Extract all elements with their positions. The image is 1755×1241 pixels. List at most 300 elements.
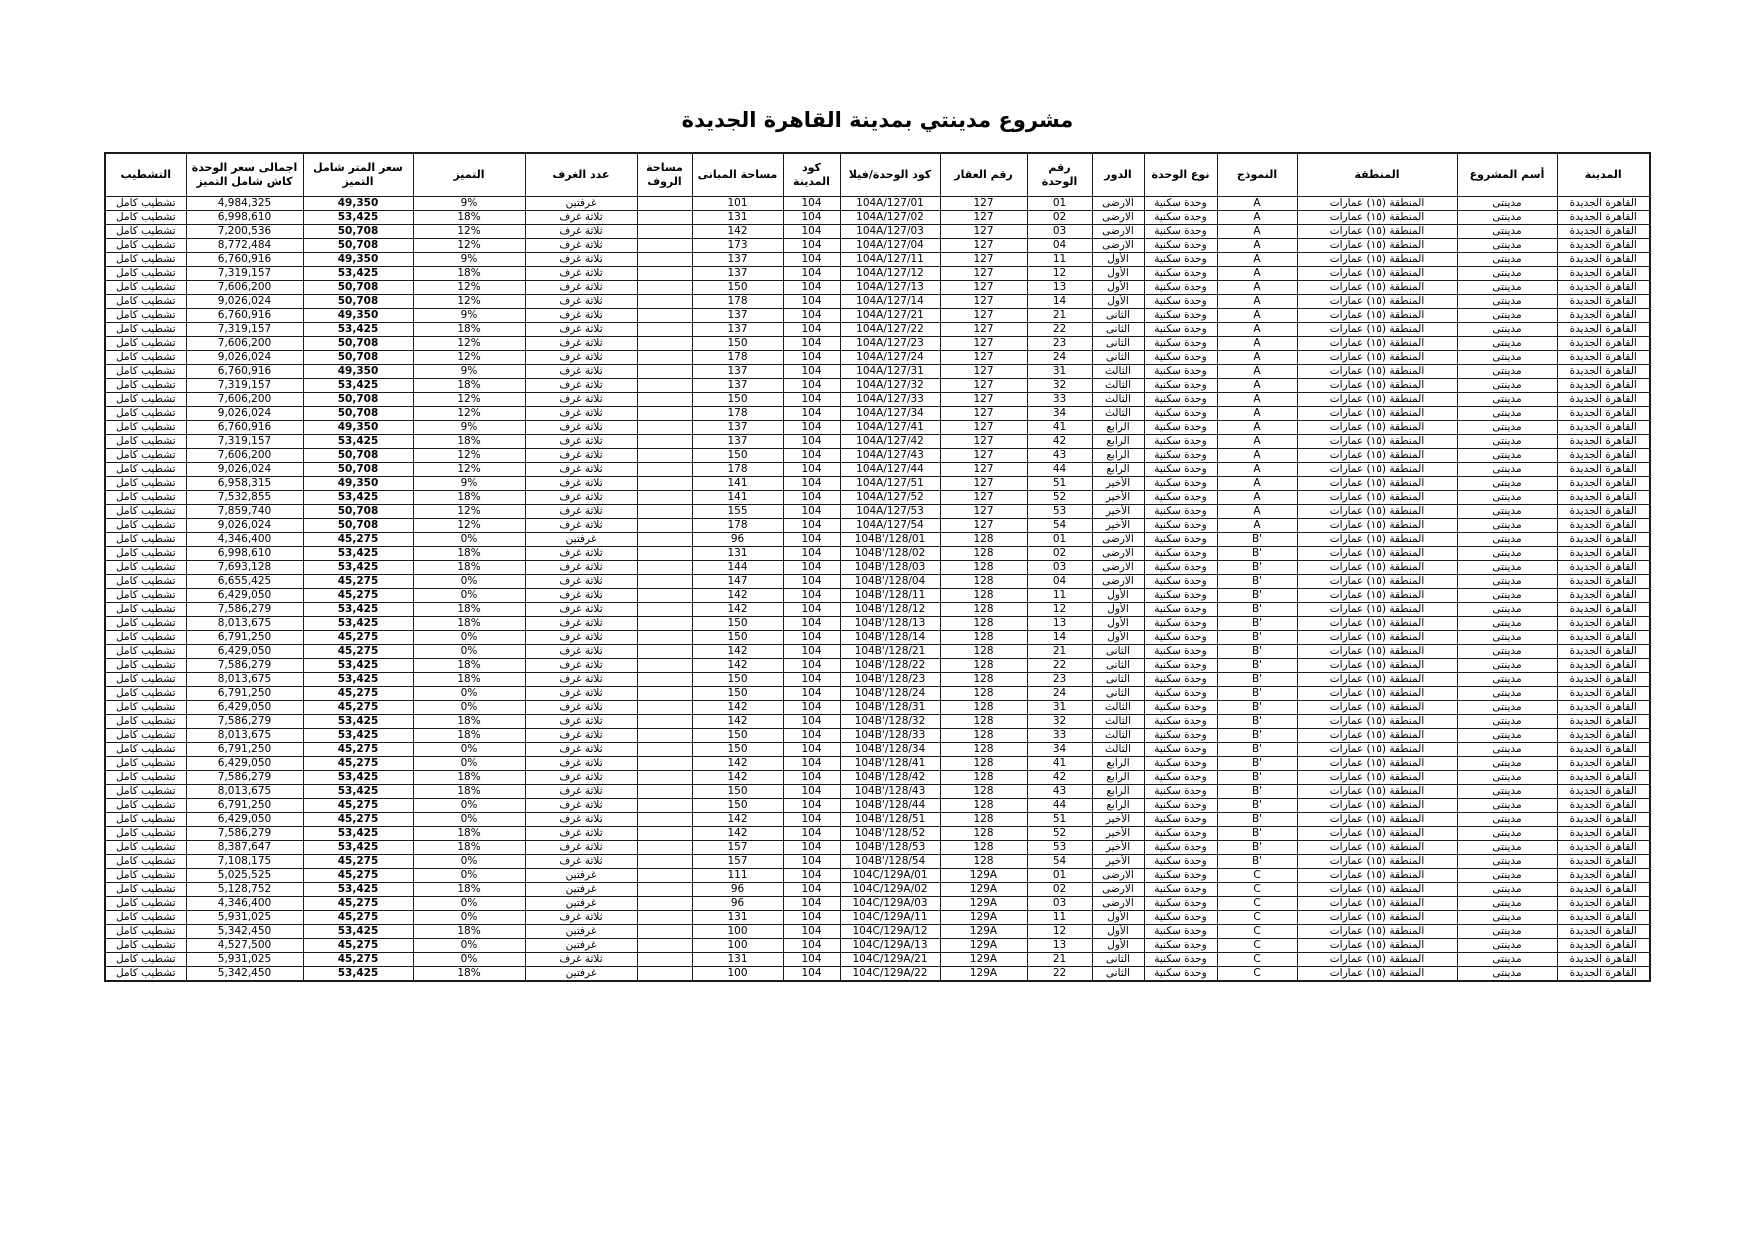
cell-area: 147 <box>692 575 783 589</box>
cell-finishing: تشطيب كامل <box>105 897 186 911</box>
cell-project: مدينتى <box>1457 197 1557 211</box>
cell-city-code: 104 <box>783 463 840 477</box>
cell-project: مدينتى <box>1457 519 1557 533</box>
cell-area: 96 <box>692 533 783 547</box>
cell-roof-area <box>637 449 692 463</box>
cell-premium: 9% <box>413 197 525 211</box>
cell-unit-no: 33 <box>1027 729 1092 743</box>
table-row <box>105 799 1650 813</box>
cell-rooms: ثلاثة غرف <box>525 365 637 379</box>
cell-unit-no: 22 <box>1027 967 1092 982</box>
cell-floor: الأول <box>1092 253 1144 267</box>
cell-project: مدينتى <box>1457 561 1557 575</box>
cell-total: 9,026,024 <box>186 407 303 421</box>
cell-project: مدينتى <box>1457 211 1557 225</box>
cell-unit-code: 104C/129A/01 <box>840 869 940 883</box>
cell-city: القاهرة الجديدة <box>1557 225 1650 239</box>
cell-city-code: 104 <box>783 645 840 659</box>
cell-floor: الثانى <box>1092 673 1144 687</box>
cell-city-code: 104 <box>783 533 840 547</box>
units-table <box>104 152 1651 982</box>
cell-model: A <box>1217 239 1297 253</box>
cell-premium: 12% <box>413 449 525 463</box>
cell-building-no: 128 <box>940 841 1027 855</box>
cell-finishing: تشطيب كامل <box>105 505 186 519</box>
cell-rooms: ثلاثة غرف <box>525 841 637 855</box>
cell-total: 8,013,675 <box>186 729 303 743</box>
col-header-unit-code: كود الوحدة/فيلا <box>840 153 940 197</box>
cell-building-no: 129A <box>940 953 1027 967</box>
cell-building-no: 127 <box>940 519 1027 533</box>
cell-premium: 0% <box>413 533 525 547</box>
cell-finishing: تشطيب كامل <box>105 575 186 589</box>
cell-rooms: ثلاثة غرف <box>525 309 637 323</box>
cell-city: القاهرة الجديدة <box>1557 645 1650 659</box>
table-row <box>105 925 1650 939</box>
cell-finishing: تشطيب كامل <box>105 309 186 323</box>
cell-price-m: 45,275 <box>303 533 413 547</box>
cell-unit-no: 11 <box>1027 253 1092 267</box>
cell-floor: الارضى <box>1092 547 1144 561</box>
cell-area: 96 <box>692 883 783 897</box>
table-row <box>105 435 1650 449</box>
cell-unit-code: 104A/127/04 <box>840 239 940 253</box>
cell-finishing: تشطيب كامل <box>105 337 186 351</box>
page-title: مشروع مدينتي بمدينة القاهرة الجديدة <box>681 108 1074 132</box>
cell-project: مدينتى <box>1457 407 1557 421</box>
cell-unit-no: 51 <box>1027 813 1092 827</box>
cell-rooms: ثلاثة غرف <box>525 519 637 533</box>
cell-price-m: 45,275 <box>303 575 413 589</box>
cell-rooms: ثلاثة غرف <box>525 393 637 407</box>
cell-region: المنطقة (١٥) عمارات <box>1297 799 1457 813</box>
cell-building-no: 128 <box>940 547 1027 561</box>
cell-area: 131 <box>692 953 783 967</box>
cell-city: القاهرة الجديدة <box>1557 379 1650 393</box>
cell-project: مدينتى <box>1457 799 1557 813</box>
cell-area: 100 <box>692 925 783 939</box>
cell-building-no: 127 <box>940 309 1027 323</box>
cell-price-m: 53,425 <box>303 841 413 855</box>
cell-premium: 12% <box>413 407 525 421</box>
cell-project: مدينتى <box>1457 505 1557 519</box>
cell-project: مدينتى <box>1457 547 1557 561</box>
cell-region: المنطقة (١٥) عمارات <box>1297 841 1457 855</box>
cell-region: المنطقة (١٥) عمارات <box>1297 435 1457 449</box>
col-header-project: أسم المشروع <box>1457 153 1557 197</box>
cell-unit-type: وحدة سكنية <box>1144 673 1217 687</box>
cell-total: 6,791,250 <box>186 687 303 701</box>
cell-rooms: ثلاثة غرف <box>525 379 637 393</box>
cell-building-no: 127 <box>940 421 1027 435</box>
cell-building-no: 128 <box>940 673 1027 687</box>
cell-building-no: 128 <box>940 533 1027 547</box>
cell-city: القاهرة الجديدة <box>1557 911 1650 925</box>
cell-unit-type: وحدة سكنية <box>1144 925 1217 939</box>
cell-price-m: 45,275 <box>303 869 413 883</box>
cell-building-no: 129A <box>940 911 1027 925</box>
table-row <box>105 659 1650 673</box>
cell-model: B' <box>1217 645 1297 659</box>
cell-area: 150 <box>692 631 783 645</box>
cell-roof-area <box>637 869 692 883</box>
cell-roof-area <box>637 953 692 967</box>
cell-roof-area <box>637 827 692 841</box>
cell-unit-type: وحدة سكنية <box>1144 687 1217 701</box>
cell-unit-no: 32 <box>1027 379 1092 393</box>
cell-region: المنطقة (١٥) عمارات <box>1297 197 1457 211</box>
cell-roof-area <box>637 463 692 477</box>
cell-region: المنطقة (١٥) عمارات <box>1297 295 1457 309</box>
cell-premium: 9% <box>413 365 525 379</box>
cell-unit-type: وحدة سكنية <box>1144 407 1217 421</box>
cell-roof-area <box>637 575 692 589</box>
cell-city-code: 104 <box>783 603 840 617</box>
cell-floor: الأخير <box>1092 813 1144 827</box>
cell-unit-code: 104A/127/24 <box>840 351 940 365</box>
cell-premium: 0% <box>413 757 525 771</box>
cell-unit-no: 03 <box>1027 225 1092 239</box>
cell-unit-type: وحدة سكنية <box>1144 855 1217 869</box>
cell-finishing: تشطيب كامل <box>105 561 186 575</box>
cell-unit-type: وحدة سكنية <box>1144 743 1217 757</box>
cell-unit-code: 104C/129A/21 <box>840 953 940 967</box>
cell-city: القاهرة الجديدة <box>1557 491 1650 505</box>
cell-finishing: تشطيب كامل <box>105 603 186 617</box>
cell-model: B' <box>1217 603 1297 617</box>
cell-building-no: 127 <box>940 337 1027 351</box>
cell-area: 150 <box>692 449 783 463</box>
cell-finishing: تشطيب كامل <box>105 687 186 701</box>
cell-region: المنطقة (١٥) عمارات <box>1297 211 1457 225</box>
cell-floor: الثالث <box>1092 379 1144 393</box>
cell-total: 4,346,400 <box>186 533 303 547</box>
cell-city: القاهرة الجديدة <box>1557 547 1650 561</box>
cell-project: مدينتى <box>1457 631 1557 645</box>
table-row <box>105 673 1650 687</box>
cell-finishing: تشطيب كامل <box>105 295 186 309</box>
cell-building-no: 128 <box>940 729 1027 743</box>
cell-roof-area <box>637 729 692 743</box>
cell-unit-code: 104B'/128/34 <box>840 743 940 757</box>
cell-building-no: 127 <box>940 491 1027 505</box>
cell-city-code: 104 <box>783 239 840 253</box>
cell-region: المنطقة (١٥) عمارات <box>1297 421 1457 435</box>
cell-area: 137 <box>692 365 783 379</box>
cell-price-m: 49,350 <box>303 365 413 379</box>
cell-premium: 0% <box>413 589 525 603</box>
cell-city-code: 104 <box>783 351 840 365</box>
cell-project: مدينتى <box>1457 743 1557 757</box>
cell-unit-code: 104A/127/51 <box>840 477 940 491</box>
cell-area: 178 <box>692 351 783 365</box>
cell-area: 111 <box>692 869 783 883</box>
cell-area: 150 <box>692 799 783 813</box>
cell-area: 150 <box>692 673 783 687</box>
cell-unit-code: 104B'/128/44 <box>840 799 940 813</box>
cell-unit-type: وحدة سكنية <box>1144 463 1217 477</box>
cell-rooms: ثلاثة غرف <box>525 505 637 519</box>
cell-unit-no: 41 <box>1027 421 1092 435</box>
cell-project: مدينتى <box>1457 365 1557 379</box>
cell-model: B' <box>1217 715 1297 729</box>
cell-area: 157 <box>692 855 783 869</box>
cell-finishing: تشطيب كامل <box>105 281 186 295</box>
cell-rooms: ثلاثة غرف <box>525 645 637 659</box>
cell-unit-type: وحدة سكنية <box>1144 939 1217 953</box>
cell-roof-area <box>637 365 692 379</box>
cell-area: 100 <box>692 939 783 953</box>
cell-area: 142 <box>692 589 783 603</box>
cell-unit-type: وحدة سكنية <box>1144 589 1217 603</box>
cell-premium: 0% <box>413 799 525 813</box>
cell-model: A <box>1217 505 1297 519</box>
cell-model: A <box>1217 267 1297 281</box>
cell-region: المنطقة (١٥) عمارات <box>1297 449 1457 463</box>
cell-total: 7,586,279 <box>186 715 303 729</box>
cell-unit-no: 02 <box>1027 883 1092 897</box>
cell-project: مدينتى <box>1457 757 1557 771</box>
cell-unit-no: 02 <box>1027 547 1092 561</box>
cell-city-code: 104 <box>783 953 840 967</box>
cell-model: A <box>1217 323 1297 337</box>
cell-floor: الأخير <box>1092 855 1144 869</box>
cell-unit-no: 53 <box>1027 841 1092 855</box>
table-row <box>105 253 1650 267</box>
cell-roof-area <box>637 491 692 505</box>
cell-roof-area <box>637 197 692 211</box>
cell-floor: الأول <box>1092 925 1144 939</box>
cell-region: المنطقة (١٥) عمارات <box>1297 351 1457 365</box>
cell-roof-area <box>637 771 692 785</box>
cell-roof-area <box>637 421 692 435</box>
cell-unit-type: وحدة سكنية <box>1144 603 1217 617</box>
cell-rooms: ثلاثة غرف <box>525 435 637 449</box>
table-row <box>105 225 1650 239</box>
cell-unit-no: 31 <box>1027 701 1092 715</box>
cell-region: المنطقة (١٥) عمارات <box>1297 337 1457 351</box>
cell-premium: 0% <box>413 953 525 967</box>
cell-roof-area <box>637 547 692 561</box>
cell-premium: 18% <box>413 547 525 561</box>
cell-region: المنطقة (١٥) عمارات <box>1297 617 1457 631</box>
cell-city-code: 104 <box>783 211 840 225</box>
cell-model: A <box>1217 351 1297 365</box>
cell-unit-type: وحدة سكنية <box>1144 365 1217 379</box>
cell-floor: الارضى <box>1092 211 1144 225</box>
cell-city-code: 104 <box>783 337 840 351</box>
cell-project: مدينتى <box>1457 925 1557 939</box>
cell-roof-area <box>637 519 692 533</box>
cell-model: B' <box>1217 561 1297 575</box>
cell-total: 6,791,250 <box>186 743 303 757</box>
cell-building-no: 127 <box>940 379 1027 393</box>
cell-unit-type: وحدة سكنية <box>1144 757 1217 771</box>
cell-rooms: ثلاثة غرف <box>525 253 637 267</box>
cell-area: 137 <box>692 435 783 449</box>
cell-unit-code: 104A/127/01 <box>840 197 940 211</box>
cell-project: مدينتى <box>1457 841 1557 855</box>
cell-unit-no: 12 <box>1027 925 1092 939</box>
cell-finishing: تشطيب كامل <box>105 729 186 743</box>
col-header-floor: الدور <box>1092 153 1144 197</box>
cell-price-m: 45,275 <box>303 939 413 953</box>
cell-unit-no: 44 <box>1027 799 1092 813</box>
cell-model: A <box>1217 435 1297 449</box>
cell-premium: 0% <box>413 897 525 911</box>
cell-finishing: تشطيب كامل <box>105 939 186 953</box>
cell-area: 131 <box>692 547 783 561</box>
cell-total: 7,200,536 <box>186 225 303 239</box>
cell-city: القاهرة الجديدة <box>1557 659 1650 673</box>
cell-city-code: 104 <box>783 589 840 603</box>
cell-region: المنطقة (١٥) عمارات <box>1297 729 1457 743</box>
cell-area: 131 <box>692 911 783 925</box>
col-header-premium: التميز <box>413 153 525 197</box>
cell-roof-area <box>637 533 692 547</box>
cell-total: 7,532,855 <box>186 491 303 505</box>
cell-region: المنطقة (١٥) عمارات <box>1297 939 1457 953</box>
cell-price-m: 53,425 <box>303 211 413 225</box>
cell-total: 7,859,740 <box>186 505 303 519</box>
cell-unit-type: وحدة سكنية <box>1144 841 1217 855</box>
cell-unit-code: 104A/127/02 <box>840 211 940 225</box>
cell-premium: 0% <box>413 939 525 953</box>
cell-unit-code: 104B'/128/12 <box>840 603 940 617</box>
cell-floor: الرابع <box>1092 771 1144 785</box>
cell-premium: 18% <box>413 435 525 449</box>
cell-model: B' <box>1217 757 1297 771</box>
cell-unit-code: 104C/129A/03 <box>840 897 940 911</box>
cell-total: 8,013,675 <box>186 617 303 631</box>
cell-finishing: تشطيب كامل <box>105 533 186 547</box>
cell-city: القاهرة الجديدة <box>1557 449 1650 463</box>
cell-premium: 18% <box>413 673 525 687</box>
cell-project: مدينتى <box>1457 939 1557 953</box>
cell-city: القاهرة الجديدة <box>1557 883 1650 897</box>
cell-price-m: 45,275 <box>303 813 413 827</box>
cell-model: B' <box>1217 743 1297 757</box>
cell-price-m: 50,708 <box>303 295 413 309</box>
cell-total: 5,128,752 <box>186 883 303 897</box>
cell-finishing: تشطيب كامل <box>105 225 186 239</box>
cell-city: القاهرة الجديدة <box>1557 589 1650 603</box>
cell-region: المنطقة (١٥) عمارات <box>1297 603 1457 617</box>
cell-premium: 12% <box>413 519 525 533</box>
cell-total: 6,791,250 <box>186 631 303 645</box>
cell-model: B' <box>1217 533 1297 547</box>
cell-finishing: تشطيب كامل <box>105 239 186 253</box>
cell-region: المنطقة (١٥) عمارات <box>1297 967 1457 982</box>
cell-premium: 18% <box>413 967 525 982</box>
cell-finishing: تشطيب كامل <box>105 673 186 687</box>
cell-unit-no: 52 <box>1027 827 1092 841</box>
cell-finishing: تشطيب كامل <box>105 477 186 491</box>
cell-area: 142 <box>692 603 783 617</box>
cell-unit-type: وحدة سكنية <box>1144 659 1217 673</box>
cell-region: المنطقة (١٥) عمارات <box>1297 785 1457 799</box>
cell-unit-type: وحدة سكنية <box>1144 533 1217 547</box>
cell-building-no: 127 <box>940 281 1027 295</box>
cell-floor: الأخير <box>1092 519 1144 533</box>
cell-roof-area <box>637 925 692 939</box>
cell-unit-code: 104C/129A/11 <box>840 911 940 925</box>
cell-city: القاهرة الجديدة <box>1557 435 1650 449</box>
cell-city-code: 104 <box>783 295 840 309</box>
cell-model: A <box>1217 225 1297 239</box>
cell-rooms: ثلاثة غرف <box>525 813 637 827</box>
cell-price-m: 53,425 <box>303 561 413 575</box>
cell-total: 8,013,675 <box>186 673 303 687</box>
cell-roof-area <box>637 967 692 982</box>
cell-area: 137 <box>692 379 783 393</box>
cell-total: 6,429,050 <box>186 813 303 827</box>
cell-premium: 18% <box>413 561 525 575</box>
cell-roof-area <box>637 617 692 631</box>
cell-project: مدينتى <box>1457 603 1557 617</box>
cell-floor: الارضى <box>1092 897 1144 911</box>
cell-building-no: 128 <box>940 771 1027 785</box>
cell-unit-type: وحدة سكنية <box>1144 267 1217 281</box>
cell-floor: الثالث <box>1092 365 1144 379</box>
cell-finishing: تشطيب كامل <box>105 519 186 533</box>
cell-area: 101 <box>692 197 783 211</box>
cell-unit-type: وحدة سكنية <box>1144 197 1217 211</box>
cell-premium: 12% <box>413 295 525 309</box>
cell-region: المنطقة (١٥) عمارات <box>1297 267 1457 281</box>
cell-region: المنطقة (١٥) عمارات <box>1297 687 1457 701</box>
cell-unit-code: 104B'/128/53 <box>840 841 940 855</box>
cell-building-no: 128 <box>940 813 1027 827</box>
cell-region: المنطقة (١٥) عمارات <box>1297 771 1457 785</box>
cell-unit-code: 104B'/128/33 <box>840 729 940 743</box>
cell-model: A <box>1217 365 1297 379</box>
cell-unit-no: 44 <box>1027 463 1092 477</box>
cell-rooms: غرفتين <box>525 883 637 897</box>
table-row <box>105 897 1650 911</box>
cell-price-m: 53,425 <box>303 435 413 449</box>
cell-region: المنطقة (١٥) عمارات <box>1297 813 1457 827</box>
cell-region: المنطقة (١٥) عمارات <box>1297 253 1457 267</box>
cell-area: 96 <box>692 897 783 911</box>
table-row <box>105 855 1650 869</box>
cell-region: المنطقة (١٥) عمارات <box>1297 743 1457 757</box>
table-row <box>105 953 1650 967</box>
cell-premium: 18% <box>413 827 525 841</box>
cell-region: المنطقة (١٥) عمارات <box>1297 323 1457 337</box>
cell-building-no: 128 <box>940 701 1027 715</box>
table-row <box>105 239 1650 253</box>
table-row <box>105 939 1650 953</box>
cell-region: المنطقة (١٥) عمارات <box>1297 309 1457 323</box>
cell-finishing: تشطيب كامل <box>105 365 186 379</box>
cell-project: مدينتى <box>1457 393 1557 407</box>
cell-roof-area <box>637 883 692 897</box>
cell-project: مدينتى <box>1457 771 1557 785</box>
cell-city-code: 104 <box>783 421 840 435</box>
cell-roof-area <box>637 561 692 575</box>
cell-model: A <box>1217 421 1297 435</box>
cell-city: القاهرة الجديدة <box>1557 393 1650 407</box>
cell-region: المنطقة (١٥) عمارات <box>1297 701 1457 715</box>
table-header-row <box>105 153 1650 197</box>
cell-unit-no: 04 <box>1027 239 1092 253</box>
cell-floor: الأخير <box>1092 827 1144 841</box>
cell-finishing: تشطيب كامل <box>105 589 186 603</box>
cell-unit-code: 104C/129A/22 <box>840 967 940 982</box>
table-row <box>105 407 1650 421</box>
cell-floor: الثالث <box>1092 715 1144 729</box>
